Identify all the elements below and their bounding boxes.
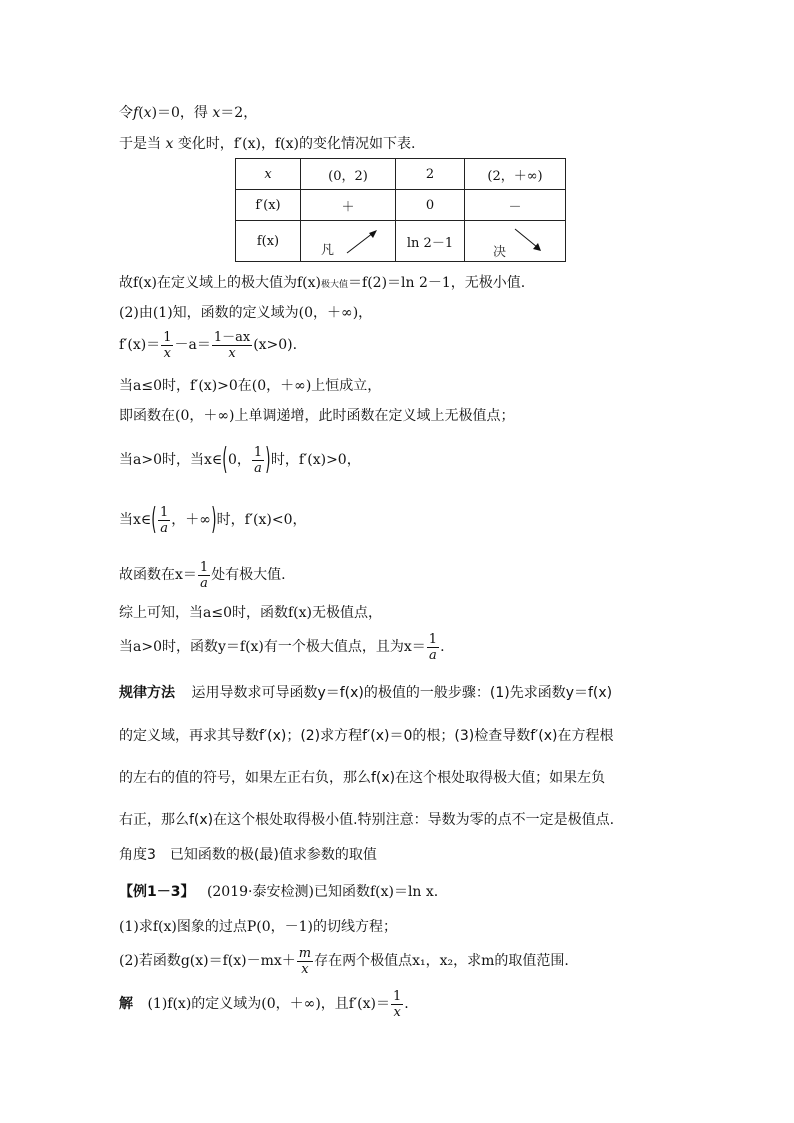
text: . (404, 996, 409, 1012)
text: ，＋∞ (171, 512, 211, 528)
paragraph (119, 630, 445, 664)
decreasing-arrow-icon (511, 225, 547, 255)
text: (2019·泰安检测)已知函数f(x)＝ln x. (206, 884, 439, 900)
table-row (236, 190, 566, 221)
paragraph: 即函数在(0，＋∞)上单调递增，此时函数在定义域上无极值点； (119, 408, 515, 424)
table-cell (465, 221, 566, 262)
text: 于是当 (119, 136, 161, 152)
text: f (133, 105, 139, 121)
text: x (212, 105, 221, 121)
text: f′(x)，f(x)的变化情况如下表. (233, 136, 416, 152)
table-cell: ln 2－1 (396, 221, 465, 262)
text: 令 (119, 105, 133, 121)
text: (2)若函数g(x)＝f(x)－mx＋ (119, 953, 296, 969)
example-tag: 【例1－3】 (119, 884, 195, 900)
table-cell: － (465, 190, 566, 221)
text: f′(x)＝ (119, 337, 161, 353)
text: ( (138, 105, 144, 121)
fraction: $\frac{1}{a}$ (159, 504, 169, 536)
text: x (143, 105, 152, 121)
text: 时，f′(x)>0， (270, 452, 361, 468)
text: (x>0). (253, 337, 298, 353)
question (119, 944, 569, 978)
method-label: 规律方法 (119, 685, 175, 701)
question: (1)求f(x)图象的过点P(0，－1)的切线方程； (119, 919, 397, 935)
text: ＝f(2)＝ln 2－1，无极小值. (348, 275, 526, 291)
example-line (119, 882, 438, 902)
text: x (165, 136, 174, 152)
subscript: 极大值 (321, 280, 349, 290)
paragraph: 综上可知，当a≤0时，函数f(x)无极值点， (119, 605, 382, 621)
right-paren: ) (265, 442, 271, 477)
solution (119, 987, 409, 1021)
paragraph (119, 558, 286, 592)
fraction: $\frac{1}{a}$ (428, 631, 438, 663)
table-row (236, 159, 566, 190)
text: 当x∈ (119, 512, 152, 528)
table-cell: (0，2) (301, 159, 396, 190)
method-line: 的定义域，再求其导数f′(x)；(2)求方程f′(x)＝0的根；(3)检查导数f′(x)在方程根 (119, 728, 614, 744)
text: 当a>0时，当x∈ (119, 452, 223, 468)
paragraph (119, 443, 361, 477)
text: 变化时， (177, 136, 234, 152)
handwritten-mark: 决 (493, 245, 507, 260)
table-cell (301, 221, 396, 262)
line-2 (119, 134, 415, 154)
left-paren: ( (222, 442, 228, 477)
paragraph: (2)由(1)知，函数的定义域为(0，＋∞)， (119, 305, 373, 321)
fraction: $\frac{1}{a}$ (253, 444, 263, 476)
text: 0， (227, 452, 251, 468)
line-1 (119, 103, 257, 123)
fraction: $\frac{1}{x}$ (163, 329, 172, 361)
table-cell: 0 (396, 190, 465, 221)
text: 故函数在x＝ (119, 567, 197, 583)
fraction: $\frac{1-ax}{x}$ (213, 329, 251, 361)
paragraph (119, 328, 297, 362)
solution-label: 解 (119, 996, 133, 1012)
text: (1)f(x)的定义域为(0，＋∞)，且f′(x)＝ (147, 996, 390, 1012)
fraction: $\frac{1}{x}$ (392, 988, 402, 1020)
text: 运用导数求可导函数y＝f(x)的极值的一般步骤：(1)先求函数y＝f(x) (191, 685, 613, 701)
paragraph: 当a≤0时，f′(x)>0在(0，＋∞)上恒成立， (119, 378, 382, 394)
section-heading: 角度3 已知函数的极(最)值求参数的取值 (119, 847, 377, 863)
table-cell: f(x) (236, 221, 301, 262)
table-cell: f′(x) (236, 190, 301, 221)
text: . (440, 639, 445, 655)
increasing-arrow-icon (343, 227, 383, 257)
table-cell: x (236, 159, 301, 190)
table-row (236, 221, 566, 262)
method-line (119, 683, 612, 703)
method-line: 右正，那么f(x)在这个根处取得极小值.特别注意：导数为零的点不一定是极值点. (119, 812, 615, 828)
handwritten-mark: 凡 (321, 243, 335, 258)
paragraph (119, 503, 306, 537)
fraction: $\frac{m}{x}$ (298, 945, 312, 977)
text: －a＝ (174, 337, 211, 353)
table-cell: 2 (396, 159, 465, 190)
fraction: $\frac{1}{a}$ (199, 559, 209, 591)
text: 故f(x)在定义域上的极大值为f(x) (119, 275, 322, 291)
text: 存在两个极值点x₁，x₂，求m的取值范围. (314, 953, 569, 969)
text: 当a>0时，函数y＝f(x)有一个极大值点，且为x＝ (119, 639, 426, 655)
text: )＝0，得 (151, 105, 208, 121)
paragraph (119, 273, 525, 295)
table-cell: (2，＋∞) (465, 159, 566, 190)
text: 时，f′(x)<0， (216, 512, 307, 528)
left-paren: ( (151, 502, 157, 537)
text: ＝2， (220, 105, 258, 121)
right-paren: ) (211, 502, 217, 537)
table-cell: ＋ (301, 190, 396, 221)
text: 处有极大值. (211, 567, 286, 583)
variation-table (235, 158, 566, 262)
method-line: 的左右的值的符号，如果左正右负，那么f(x)在这个根处取得极大值；如果左负 (119, 770, 606, 786)
